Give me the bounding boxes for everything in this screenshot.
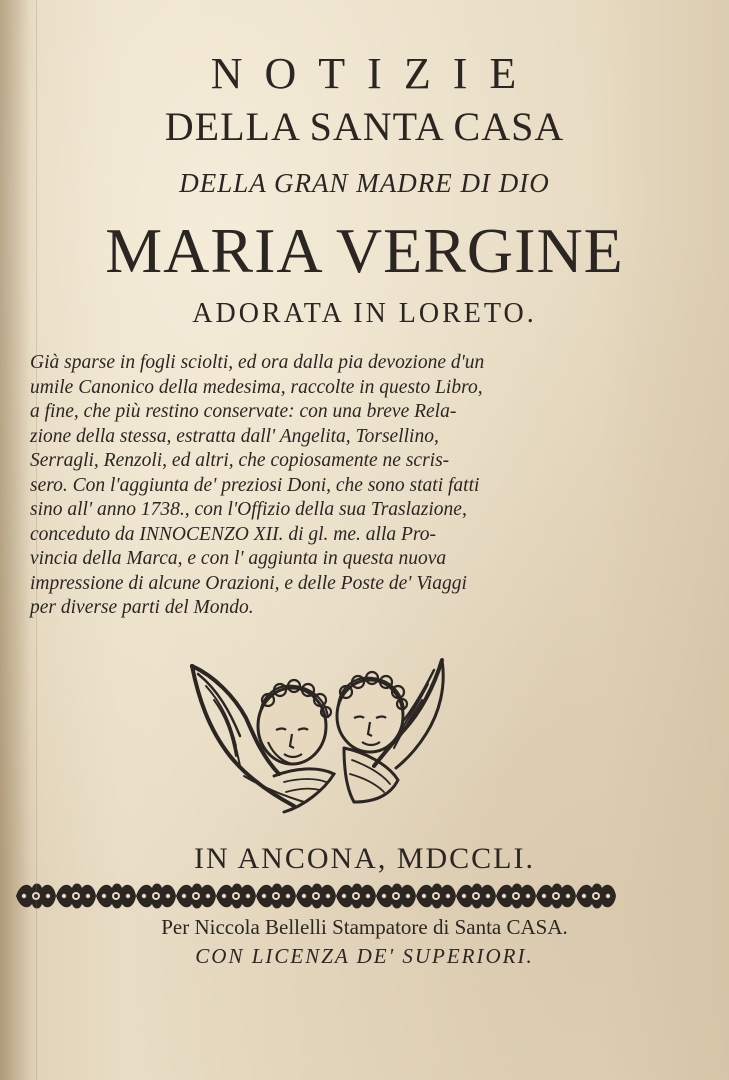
description-line: vincia della Marca, e con l' aggiunta in questa nuova bbox=[30, 548, 447, 569]
imprint-printer: Per Niccola Bellelli Stampatore di Santa CASA. bbox=[161, 915, 568, 939]
description-line: Serragli, Renzoli, ed altri, che copiosamente ne scris- bbox=[30, 450, 450, 471]
description-line: Già sparse in fogli sciolti, ed ora dalla pia devozione d'un bbox=[30, 352, 485, 373]
imprint-place-date: IN ANCONA, MDCCLI. bbox=[193, 842, 535, 875]
description-line: umile Canonico della medesima, raccolte in questo Libro, bbox=[30, 376, 483, 398]
title-della-gran-madre: DELLA GRAN MADRE DI DIO bbox=[179, 168, 550, 198]
title-maria-vergine: MARIA VERGINE bbox=[105, 215, 624, 286]
title-notizie: NOTIZIE bbox=[210, 49, 539, 98]
description-line: sino all' anno 1738., con l'Offizio della sua Traslazione, bbox=[30, 499, 467, 520]
description-line: a fine, che più restino conservate: con una breve Rela- bbox=[30, 401, 457, 422]
description-line: impressione di alcune Orazioni, e delle Poste de' Viaggi bbox=[30, 572, 467, 594]
cherubs-woodcut-icon bbox=[184, 656, 450, 816]
fleuron-icon bbox=[16, 878, 616, 914]
description-line: per diverse parti del Mondo. bbox=[30, 597, 254, 618]
imprint-licence: CON LICENZA DE' SUPERIORI. bbox=[195, 944, 534, 968]
description-line: conceduto da INNOCENZO XII. di gl. me. alla Pro- bbox=[30, 523, 437, 545]
title-della-santa-casa: DELLA SANTA CASA bbox=[164, 104, 565, 149]
description-line: zione della stessa, estratta dall' Angelita, Torsellino, bbox=[30, 425, 439, 447]
title-adorata-in-loreto: ADORATA IN LORETO. bbox=[192, 298, 537, 329]
description-line: sero. Con l'aggiunta de' preziosi Doni, che sono stati fatti bbox=[30, 474, 480, 496]
